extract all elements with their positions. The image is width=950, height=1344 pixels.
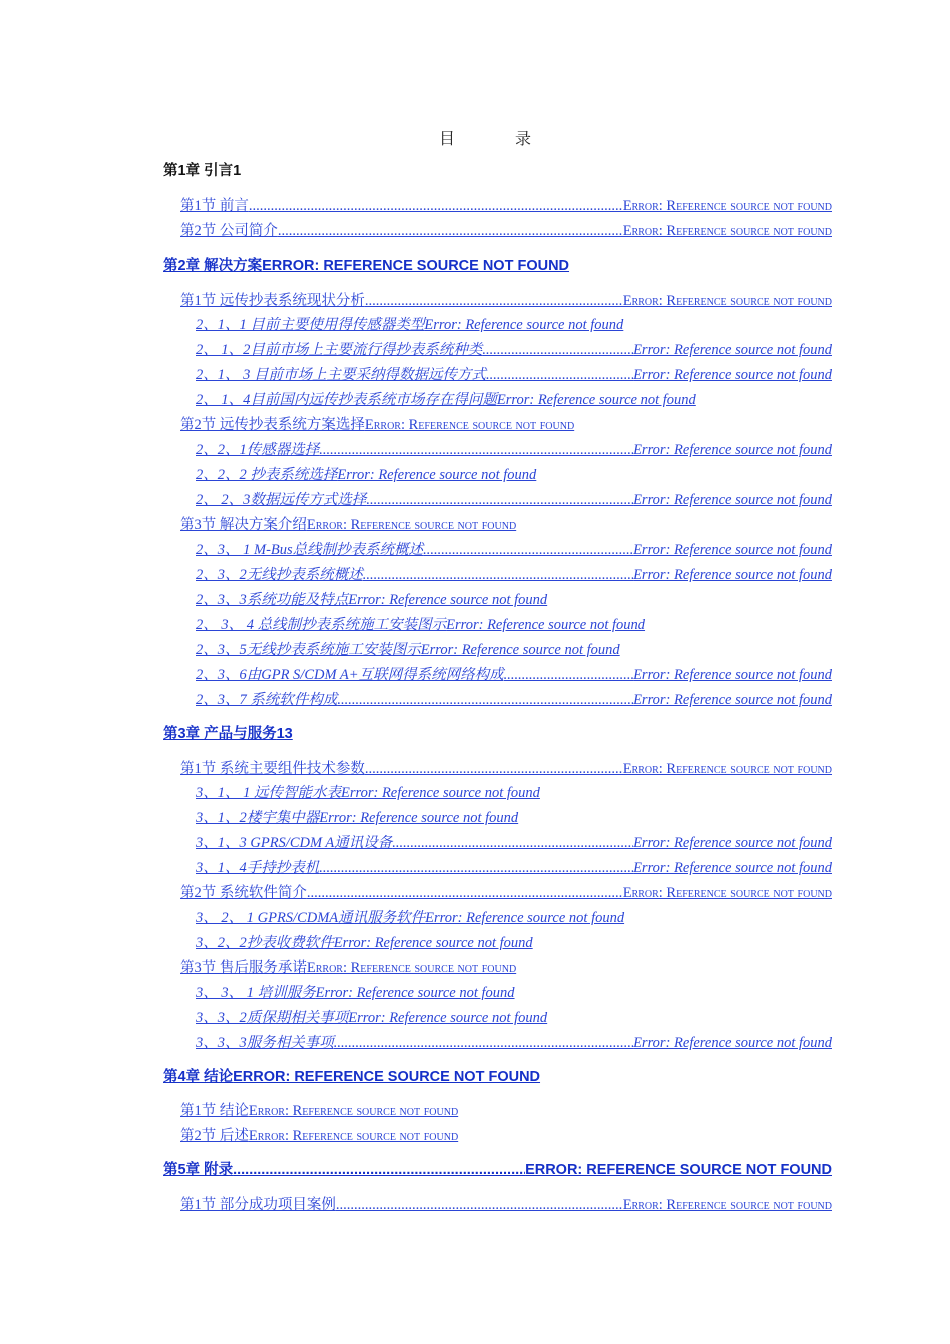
toc-entry-label: 2、 1、2目前市场上主要流行得抄表系统种类 [196, 342, 483, 358]
toc-entry-page-ref: Error: Reference source not found [315, 985, 515, 1001]
toc-entry-label: 第1节 前言 [180, 198, 249, 214]
toc-entry[interactable] [163, 1067, 540, 1089]
toc-entry-label: 第2节 系统软件简介 [180, 885, 307, 901]
toc-entry-page-ref: Error: Reference source not found [420, 642, 620, 658]
toc-entry-page-ref: Error: Reference source not found [622, 1197, 832, 1213]
toc-entry-label: 第1节 部分成功项目案例 [180, 1197, 336, 1213]
toc-entry-label: 2、3、5无线抄表系统施工安装图示 [196, 642, 421, 658]
toc-entry[interactable] [196, 340, 832, 362]
toc-entry-page-ref: ERROR: REFERENCE SOURCE NOT FOUND [262, 258, 570, 274]
toc-entry[interactable] [180, 958, 516, 980]
toc-entry[interactable] [196, 858, 832, 880]
toc-entry-page-ref: Error: Reference source not found [633, 342, 832, 358]
toc-entry[interactable] [163, 1160, 832, 1182]
toc-entry-page-ref: Error: Reference source not found [633, 835, 832, 851]
toc-leader-dots [233, 1160, 525, 1180]
toc-entry[interactable] [196, 640, 620, 662]
toc-entry-page-ref: Error: Reference source not found [633, 367, 832, 383]
toc-entry-page-ref: Error: Reference source not found [633, 567, 832, 583]
toc-entry-label: 第2节 后述 [180, 1128, 249, 1144]
toc-entry-page-ref: Error: Reference source not found [633, 542, 832, 558]
toc-entry-label: 3、2、2抄表收费软件 [196, 935, 334, 951]
toc-entry-page-ref: Error: Reference source not found [633, 492, 832, 508]
toc-entry-page-ref: Error: Reference source not found [446, 617, 646, 633]
toc-entry[interactable] [196, 315, 623, 337]
toc-entry-label: 3、1、3 GPRS/CDM A通讯设备 [196, 835, 393, 851]
toc-entry-label: 第3节 解决方案介绍 [180, 517, 307, 533]
toc-entry[interactable] [196, 565, 832, 587]
toc-entry[interactable] [196, 665, 832, 687]
toc-entry-page-ref: Error: Reference source not found [633, 667, 832, 683]
toc-entry[interactable] [180, 515, 516, 537]
toc-entry-page-ref: Error: Reference source not found [306, 517, 517, 533]
toc-entry-label: 第3节 售后服务承诺 [180, 960, 307, 976]
toc-entry[interactable] [196, 690, 832, 712]
toc-entry[interactable] [196, 808, 518, 830]
toc-entry[interactable] [163, 256, 569, 278]
toc-entry-page-ref: ERROR: REFERENCE SOURCE NOT FOUND [525, 1162, 832, 1178]
toc-entry-label: 2、1、 3 目前市场上主要采纳得数据远传方式 [196, 367, 486, 383]
toc-entry-label: 3、1、4手持抄表机 [196, 860, 320, 876]
toc-entry-label: 2、1、1 目前主要使用得传感器类型 [196, 317, 425, 333]
toc-entry-page-ref: ERROR: REFERENCE SOURCE NOT FOUND [233, 1069, 541, 1085]
toc-leader-dots [249, 196, 623, 216]
toc-entry-page-ref: Error: Reference source not found [333, 935, 533, 951]
toc-leader-dots [363, 565, 633, 585]
toc-entry-label: 第1节 系统主要组件技术参数 [180, 761, 365, 777]
toc-leader-dots [366, 490, 633, 510]
toc-leader-dots [486, 365, 633, 385]
toc-leader-dots [504, 665, 634, 685]
toc-entry-label: 第2节 远传抄表系统方案选择 [180, 417, 365, 433]
toc-entry[interactable] [196, 490, 832, 512]
toc-entry-page-ref: Error: Reference source not found [633, 1035, 832, 1051]
toc-entry-label: 2、2、1传感器选择 [196, 442, 320, 458]
toc-entry[interactable] [163, 724, 293, 746]
toc-entry-page-ref: Error: Reference source not found [622, 198, 832, 214]
toc-leader-dots [365, 291, 623, 311]
toc-entry-page-ref: Error: Reference source not found [248, 1103, 459, 1119]
toc-entry-label: 3、3、3服务相关事项 [196, 1035, 334, 1051]
toc-entry-page-ref: Error: Reference source not found [622, 761, 832, 777]
toc-entry-label: 第1节 结论 [180, 1103, 249, 1119]
toc-entry-label: 3、3、2质保期相关事项 [196, 1010, 349, 1026]
toc-entry[interactable] [180, 1195, 832, 1217]
toc-entry[interactable] [196, 1033, 832, 1055]
toc-entry-page-ref: Error: Reference source not found [633, 442, 832, 458]
toc-entry [163, 161, 241, 183]
toc-entry[interactable] [180, 1126, 458, 1148]
toc-entry[interactable] [196, 615, 645, 637]
toc-entry-page-ref: Error: Reference source not found [306, 960, 517, 976]
toc-leader-dots [365, 759, 623, 779]
toc-entry-label: 2、3、7 系统软件构成 [196, 692, 338, 708]
toc-leader-dots [423, 540, 633, 560]
toc-entry-page-ref: Error: Reference source not found [348, 592, 548, 608]
toc-entry[interactable] [196, 983, 515, 1005]
toc-entry[interactable] [180, 1101, 458, 1123]
toc-entry-label: 第2章 解决方案 [163, 258, 263, 274]
toc-leader-dots [319, 440, 633, 460]
toc-entry-label: 2、3、3系统功能及特点 [196, 592, 349, 608]
toc-entry-label: 2、2、2 抄表系统选择 [196, 467, 338, 483]
toc-leader-dots [319, 858, 633, 878]
toc-entry-label: 2、 2、3数据远传方式选择 [196, 492, 367, 508]
toc-entry-page-ref: Error: Reference source not found [425, 910, 625, 926]
toc-entry[interactable] [196, 440, 832, 462]
toc-entry-label: 2、3、2无线抄表系统概述 [196, 567, 363, 583]
toc-entry-label: 2、3、 1 M-Bus总线制抄表系统概述 [196, 542, 424, 558]
toc-entry-label: 3、1、 1 远传智能水表 [196, 785, 341, 801]
toc-entry[interactable] [180, 221, 832, 243]
toc-entry-page-ref: 13 [276, 726, 293, 742]
toc-entry-page-ref: Error: Reference source not found [364, 417, 575, 433]
toc-entry-label: 2、 1、4目前国内远传抄表系统市场存在得问题 [196, 392, 497, 408]
toc-entry-page-ref: Error: Reference source not found [337, 467, 537, 483]
toc-leader-dots [482, 340, 633, 360]
toc-entry[interactable] [180, 883, 832, 905]
toc-entry[interactable] [180, 291, 832, 313]
toc-entry[interactable] [196, 365, 832, 387]
toc-leader-dots [307, 883, 623, 903]
toc-entry-page-ref: Error: Reference source not found [633, 692, 832, 708]
toc-entry-page-ref: Error: Reference source not found [496, 392, 696, 408]
toc-entry[interactable] [196, 465, 536, 487]
toc-entry[interactable] [196, 590, 547, 612]
toc-entry-page-ref: Error: Reference source not found [348, 1010, 548, 1026]
toc-leader-dots [334, 1033, 633, 1053]
toc-entry[interactable] [180, 415, 574, 437]
toc-entry-label: 第1节 远传抄表系统现状分析 [180, 293, 365, 309]
toc-entry[interactable] [196, 783, 540, 805]
toc-leader-dots [392, 833, 633, 853]
toc-entry-label: 第4章 结论 [163, 1069, 234, 1085]
toc-entry[interactable] [196, 390, 696, 412]
toc-entry-label: 2、3、6由GPR S/CDM A+互联网得系统网络构成 [196, 667, 504, 683]
toc-entry[interactable] [196, 908, 624, 930]
toc-entry[interactable] [180, 759, 832, 781]
toc-entry-page-ref: Error: Reference source not found [622, 885, 832, 901]
toc-entry-page-ref: Error: Reference source not found [248, 1128, 459, 1144]
toc-entry-label: 2、 3、 4 总线制抄表系统施工安装图示 [196, 617, 447, 633]
toc-title: 目 录 [438, 131, 559, 148]
toc-entry-label: 第1章 引言1 [163, 163, 242, 179]
toc-entry-label: 第5章 附录 [163, 1162, 234, 1178]
toc-entry-page-ref: Error: Reference source not found [622, 223, 832, 239]
toc-entry-label: 第2节 公司简介 [180, 223, 278, 239]
toc-entry-page-ref: Error: Reference source not found [633, 860, 832, 876]
toc-leader-dots [336, 1195, 623, 1215]
toc-entry[interactable] [196, 833, 832, 855]
toc-entry[interactable] [196, 933, 533, 955]
toc-entry-label: 3、1、2楼宇集中器 [196, 810, 320, 826]
toc-entry[interactable] [196, 540, 832, 562]
toc-entry-page-ref: Error: Reference source not found [341, 785, 540, 801]
toc-entry-page-ref: Error: Reference source not found [319, 810, 519, 826]
toc-entry-label: 第3章 产品与服务 [163, 726, 277, 742]
toc-leader-dots [278, 221, 623, 241]
toc-entry-label: 3、 2、 1 GPRS/CDMA通讯服务软件 [196, 910, 426, 926]
toc-leader-dots [337, 690, 633, 710]
toc-entry[interactable] [196, 1008, 547, 1030]
toc-entry-page-ref: Error: Reference source not found [424, 317, 624, 333]
toc-entry-page-ref: Error: Reference source not found [622, 293, 832, 309]
toc-entry[interactable] [180, 196, 832, 218]
toc-entry-label: 3、 3、 1 培训服务 [196, 985, 316, 1001]
